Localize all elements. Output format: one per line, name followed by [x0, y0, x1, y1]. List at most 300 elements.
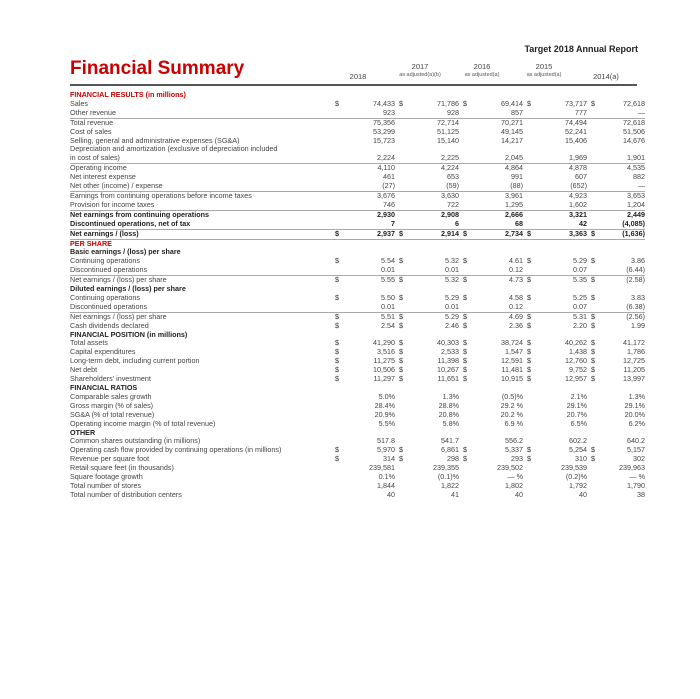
currency-symbol [335, 393, 343, 402]
cell-value: 5,254 [569, 445, 587, 455]
currency-symbol [399, 164, 407, 173]
currency-symbol [463, 429, 471, 438]
currency-symbol [335, 173, 343, 182]
cell-value: 3.86 [631, 256, 645, 266]
currency-symbol: $ [463, 365, 467, 375]
table-row [70, 366, 645, 375]
currency-symbol [335, 420, 343, 429]
cell-value: 0.1% [378, 472, 395, 482]
currency-symbol [463, 154, 471, 163]
cell-value: 0.01 [445, 265, 459, 275]
table-row [70, 473, 645, 482]
currency-symbol [527, 384, 535, 393]
currency-symbol: $ [591, 338, 595, 348]
currency-symbol: $ [399, 229, 407, 239]
currency-symbol [527, 482, 535, 491]
row-label: Operating cash flow provided by continuing operations (in millions) [70, 445, 282, 455]
currency-symbol [399, 239, 407, 248]
cell-value: 5.29 [573, 256, 587, 266]
currency-symbol: $ [335, 98, 339, 108]
currency-symbol [527, 402, 535, 411]
row-label: FINANCIAL RATIOS [70, 383, 138, 392]
cell-value: 6 [455, 218, 459, 228]
cell-value: 293 [511, 454, 523, 464]
cell-value: 517.8 [377, 436, 395, 446]
cell-value: 1.3% [442, 391, 459, 401]
table-row [70, 339, 645, 348]
cell-value: 72,714 [407, 118, 463, 127]
financial-summary-table [70, 91, 645, 500]
cell-value: 20.9% [374, 409, 395, 419]
currency-symbol: $ [463, 320, 467, 330]
cell-value: 314 [383, 454, 395, 464]
currency-symbol: $ [591, 356, 595, 366]
currency-symbol [399, 182, 407, 191]
currency-symbol: $ [399, 276, 407, 285]
currency-symbol [399, 393, 407, 402]
cell-value: 5.29 [407, 312, 463, 321]
currency-symbol [527, 303, 535, 312]
cell-value: 6,861 [441, 445, 459, 455]
table-row [70, 331, 645, 340]
currency-symbol: $ [335, 445, 339, 455]
cell-value: 41,172 [623, 338, 645, 348]
cell-value: 51,506 [623, 126, 645, 136]
currency-symbol [527, 429, 535, 438]
currency-symbol [399, 402, 407, 411]
cell-value: 2,734 [471, 229, 527, 239]
currency-symbol: $ [463, 356, 467, 366]
cell-value: (652) [570, 181, 587, 191]
currency-symbol [591, 191, 599, 200]
currency-symbol: $ [591, 256, 595, 266]
cell-value: 4.73 [471, 276, 527, 285]
cell-value: 461 [383, 172, 395, 182]
cell-value: 11,297 [373, 374, 395, 384]
cell-value: 4.61 [509, 256, 523, 266]
row-label: Provision for income taxes [70, 199, 155, 209]
cell-value: 41 [451, 489, 459, 499]
currency-symbol: $ [527, 338, 531, 348]
currency-symbol [591, 164, 599, 173]
currency-symbol [463, 118, 471, 127]
cell-value: 1,792 [569, 480, 587, 490]
currency-symbol: $ [591, 292, 595, 302]
cell-value: (27) [382, 181, 395, 191]
currency-symbol [463, 402, 471, 411]
cell-value: 74,433 [373, 98, 395, 108]
currency-symbol [335, 464, 343, 473]
currency-symbol [335, 128, 343, 137]
currency-symbol [335, 154, 343, 163]
cell-value: 1,547 [505, 347, 523, 357]
currency-symbol [463, 128, 471, 137]
row-label: Total revenue [70, 118, 335, 127]
cell-value: 0.01 [381, 265, 395, 275]
currency-symbol [399, 220, 407, 229]
currency-symbol [527, 473, 535, 482]
cell-value [599, 239, 645, 248]
cell-value: (0.1)% [437, 472, 459, 482]
cell-value: 38 [637, 489, 645, 499]
currency-symbol [527, 201, 535, 210]
cell-value: 10,506 [373, 365, 395, 375]
cell-value: 20.0% [624, 409, 645, 419]
cell-value: 1,901 [627, 153, 645, 163]
currency-symbol [335, 303, 343, 312]
cell-value: 653 [447, 172, 459, 182]
currency-symbol [463, 464, 471, 473]
cell-value: 5,157 [627, 445, 645, 455]
table-row [70, 357, 645, 366]
currency-symbol: $ [591, 445, 595, 455]
cell-value: 68 [515, 218, 523, 228]
currency-symbol [591, 429, 599, 438]
currency-symbol: $ [335, 229, 343, 239]
cell-value: 5.55 [343, 276, 399, 285]
cell-value: 40 [387, 489, 395, 499]
table-row [70, 446, 645, 455]
row-label: Cost of sales [70, 126, 112, 136]
currency-symbol [399, 118, 407, 127]
cell-value: 882 [633, 172, 645, 182]
currency-symbol [399, 109, 407, 118]
currency-symbol: $ [399, 365, 403, 375]
cell-value: 2,908 [407, 210, 463, 219]
row-label: Net earnings / (loss) [70, 229, 335, 239]
cell-value: 3,676 [343, 191, 399, 200]
currency-symbol: $ [527, 312, 535, 321]
currency-symbol [591, 384, 599, 393]
row-label: Revenue per square foot [70, 454, 150, 464]
currency-symbol: $ [399, 356, 403, 366]
currency-symbol [527, 137, 535, 146]
table-row [70, 191, 645, 200]
currency-symbol [527, 411, 535, 420]
column-header-2018: 2018 [349, 72, 367, 81]
cell-value: 5.32 [407, 276, 463, 285]
currency-symbol [463, 164, 471, 173]
currency-symbol [463, 173, 471, 182]
currency-symbol: $ [399, 292, 403, 302]
currency-symbol: $ [527, 374, 531, 384]
row-label: PER SHARE [70, 238, 112, 248]
currency-symbol [591, 201, 599, 210]
currency-symbol [591, 128, 599, 137]
row-label: Operating income margin (% of total revenue) [70, 418, 216, 428]
cell-value: 857 [511, 107, 523, 117]
currency-symbol: $ [463, 98, 467, 108]
row-label: in cost of sales) [70, 153, 120, 163]
currency-symbol [399, 420, 407, 429]
cell-value: 29.1% [566, 400, 587, 410]
currency-symbol: $ [527, 276, 535, 285]
cell-value: 1,802 [505, 480, 523, 490]
cell-value: 777 [575, 107, 587, 117]
currency-symbol: $ [463, 256, 467, 266]
cell-value: 746 [383, 199, 395, 209]
cell-value: 14,217 [501, 135, 523, 145]
currency-symbol: $ [399, 312, 407, 321]
currency-symbol [463, 145, 471, 154]
cell-value: 722 [447, 199, 459, 209]
row-label: SG&A (% of total revenue) [70, 409, 155, 419]
currency-symbol [399, 128, 407, 137]
currency-symbol [591, 145, 599, 154]
currency-symbol: $ [463, 374, 467, 384]
currency-symbol [591, 411, 599, 420]
cell-value: 6.5% [570, 418, 587, 428]
currency-symbol [591, 220, 599, 229]
table-row [70, 393, 645, 402]
currency-symbol: $ [399, 98, 403, 108]
cell-value: 5,970 [377, 445, 395, 455]
cell-value: 75,356 [343, 118, 399, 127]
row-label: Retail square feet (in thousands) [70, 463, 174, 473]
cell-value: (0.2)% [565, 472, 587, 482]
currency-symbol [527, 393, 535, 402]
cell-value: 72,618 [623, 98, 645, 108]
cell-value: 29.1% [624, 400, 645, 410]
currency-symbol [399, 210, 407, 219]
row-label: Total number of distribution centers [70, 489, 182, 499]
row-label: Total number of stores [70, 480, 142, 490]
currency-symbol [399, 137, 407, 146]
cell-value: 5.51 [343, 312, 399, 321]
currency-symbol: $ [591, 365, 595, 375]
cell-value: 2,533 [441, 347, 459, 357]
cell-value: 0.12 [509, 301, 523, 311]
cell-value: 41,290 [373, 338, 395, 348]
currency-symbol [399, 384, 407, 393]
cell-value: 239,539 [561, 463, 587, 473]
table-row [70, 303, 645, 312]
cell-value: (4,085) [622, 218, 645, 228]
row-label: Net earnings from continuing operations [70, 210, 335, 219]
currency-symbol: $ [527, 356, 531, 366]
currency-symbol: $ [399, 454, 403, 464]
table-row [70, 375, 645, 384]
currency-symbol: $ [463, 454, 467, 464]
cell-value: 72,618 [599, 118, 645, 127]
row-label: Gross margin (% of sales) [70, 400, 154, 410]
currency-symbol: $ [591, 374, 595, 384]
currency-symbol [527, 164, 535, 173]
cell-value: 3,516 [377, 347, 395, 357]
cell-value [343, 239, 399, 248]
currency-symbol [463, 137, 471, 146]
currency-symbol [463, 393, 471, 402]
currency-symbol [463, 109, 471, 118]
cell-value: 38,724 [501, 338, 523, 348]
table-row [70, 145, 645, 154]
cell-value: 5.29 [445, 292, 459, 302]
currency-symbol: $ [335, 338, 339, 348]
currency-symbol: $ [399, 338, 403, 348]
cell-value: 71,786 [437, 98, 459, 108]
cell-value: (2.56) [599, 312, 645, 321]
currency-symbol [527, 145, 535, 154]
currency-symbol: $ [527, 292, 531, 302]
row-label: Square footage growth [70, 472, 143, 482]
cell-value: 51,125 [437, 126, 459, 136]
currency-symbol [335, 411, 343, 420]
cell-value: 1,438 [569, 347, 587, 357]
cell-value: 5,337 [505, 445, 523, 455]
row-label: Capital expenditures [70, 347, 136, 357]
currency-symbol [335, 182, 343, 191]
cell-value: 15,140 [437, 135, 459, 145]
row-label: Net interest expense [70, 172, 136, 182]
table-row [70, 420, 645, 429]
currency-symbol [335, 201, 343, 210]
currency-symbol [591, 118, 599, 127]
currency-symbol: $ [591, 276, 599, 285]
currency-symbol [399, 154, 407, 163]
currency-symbol [527, 420, 535, 429]
currency-symbol: $ [335, 256, 339, 266]
row-label: Common shares outstanding (in millions) [70, 436, 201, 446]
currency-symbol [527, 128, 535, 137]
cell-value: 49,145 [501, 126, 523, 136]
cell-value: 0.12 [509, 265, 523, 275]
currency-symbol [591, 173, 599, 182]
cell-value: 239,355 [433, 463, 459, 473]
currency-symbol [399, 473, 407, 482]
cell-value [535, 239, 591, 248]
cell-value: 69,414 [501, 98, 523, 108]
currency-symbol: $ [463, 312, 471, 321]
cell-value: 3,363 [535, 229, 591, 239]
cell-value: 2,930 [343, 210, 399, 219]
currency-symbol: $ [335, 347, 339, 357]
cell-value: 10,267 [437, 365, 459, 375]
cell-value: 42 [579, 218, 587, 228]
currency-symbol [399, 491, 407, 500]
cell-value: 40 [579, 489, 587, 499]
currency-symbol [399, 464, 407, 473]
cell-value: 3,321 [535, 210, 591, 219]
cell-value: 40,262 [565, 338, 587, 348]
row-label: FINANCIAL POSITION (in millions) [70, 329, 188, 339]
currency-symbol [591, 210, 599, 219]
currency-symbol: $ [335, 454, 339, 464]
currency-symbol: $ [591, 98, 595, 108]
cell-value: 4,110 [343, 164, 399, 173]
cell-value: 541.7 [441, 436, 459, 446]
cell-value: 4,224 [407, 164, 463, 173]
cell-value: 0.01 [445, 301, 459, 311]
cell-value: 5.32 [445, 256, 459, 266]
currency-symbol [335, 473, 343, 482]
currency-symbol [527, 464, 535, 473]
currency-symbol [463, 303, 471, 312]
cell-value: 5.8% [442, 418, 459, 428]
currency-symbol [399, 201, 407, 210]
cell-value: 2.46 [445, 320, 459, 330]
currency-symbol: $ [335, 292, 339, 302]
cell-value: 1,790 [627, 480, 645, 490]
cell-value: 74,494 [535, 118, 591, 127]
currency-symbol [591, 303, 599, 312]
table-row [70, 220, 645, 229]
currency-symbol [463, 491, 471, 500]
cell-value: 11,651 [437, 374, 459, 384]
cell-value: 20.2 % [500, 409, 523, 419]
currency-symbol: $ [463, 445, 467, 455]
cell-value: 310 [575, 454, 587, 464]
row-label: Discontinued operations [70, 265, 148, 275]
table-row [70, 384, 645, 393]
currency-symbol: $ [399, 320, 403, 330]
cell-value: 607 [575, 172, 587, 182]
cell-value: 1,969 [569, 153, 587, 163]
cell-value: 15,723 [373, 135, 395, 145]
cell-value: 4,535 [599, 164, 645, 173]
cell-value: 2,666 [471, 210, 527, 219]
row-label: Sales [70, 98, 88, 108]
currency-symbol: $ [335, 320, 339, 330]
currency-symbol [335, 220, 343, 229]
currency-symbol [463, 384, 471, 393]
cell-value: 12,760 [565, 356, 587, 366]
currency-symbol: $ [527, 445, 531, 455]
currency-symbol [591, 109, 599, 118]
row-label: Continuing operations [70, 292, 140, 302]
table-row [70, 201, 645, 210]
cell-value: 28.8% [438, 400, 459, 410]
cell-value: 13,997 [623, 374, 645, 384]
currency-symbol [527, 173, 535, 182]
currency-symbol [463, 191, 471, 200]
currency-symbol [335, 402, 343, 411]
cell-value: 4.58 [509, 292, 523, 302]
cell-value: 12,957 [565, 374, 587, 384]
cell-value: 2.20 [573, 320, 587, 330]
cell-value: 1.3% [628, 391, 645, 401]
cell-value: 6.9 % [504, 418, 523, 428]
cell-value: 1.99 [631, 320, 645, 330]
table-row [70, 248, 645, 257]
cell-value: — [637, 181, 645, 191]
currency-symbol [335, 118, 343, 127]
currency-symbol [335, 429, 343, 438]
cell-value: 602.2 [569, 436, 587, 446]
cell-value: — [637, 107, 645, 117]
cell-value: 2.54 [381, 320, 395, 330]
column-header-2015: 2015 as adjusted(a) [526, 62, 562, 78]
cell-value: 15,406 [565, 135, 587, 145]
currency-symbol: $ [335, 365, 339, 375]
currency-symbol: $ [527, 320, 531, 330]
currency-symbol [591, 402, 599, 411]
row-label: Net other (income) / expense [70, 181, 163, 191]
cell-value: 4.69 [471, 312, 527, 321]
report-title: Target 2018 Annual Report [524, 44, 638, 54]
currency-symbol: $ [335, 374, 339, 384]
cell-value: 0.07 [573, 301, 587, 311]
cell-value: 5.35 [535, 276, 591, 285]
row-label: FINANCIAL RESULTS (in millions) [70, 90, 186, 99]
table-row [70, 229, 645, 239]
currency-symbol [399, 173, 407, 182]
cell-value: 11,481 [501, 365, 523, 375]
table-row [70, 491, 645, 500]
cell-value: 14,676 [623, 135, 645, 145]
currency-symbol [335, 384, 343, 393]
table-row [70, 164, 645, 173]
cell-value: 239,581 [369, 463, 395, 473]
